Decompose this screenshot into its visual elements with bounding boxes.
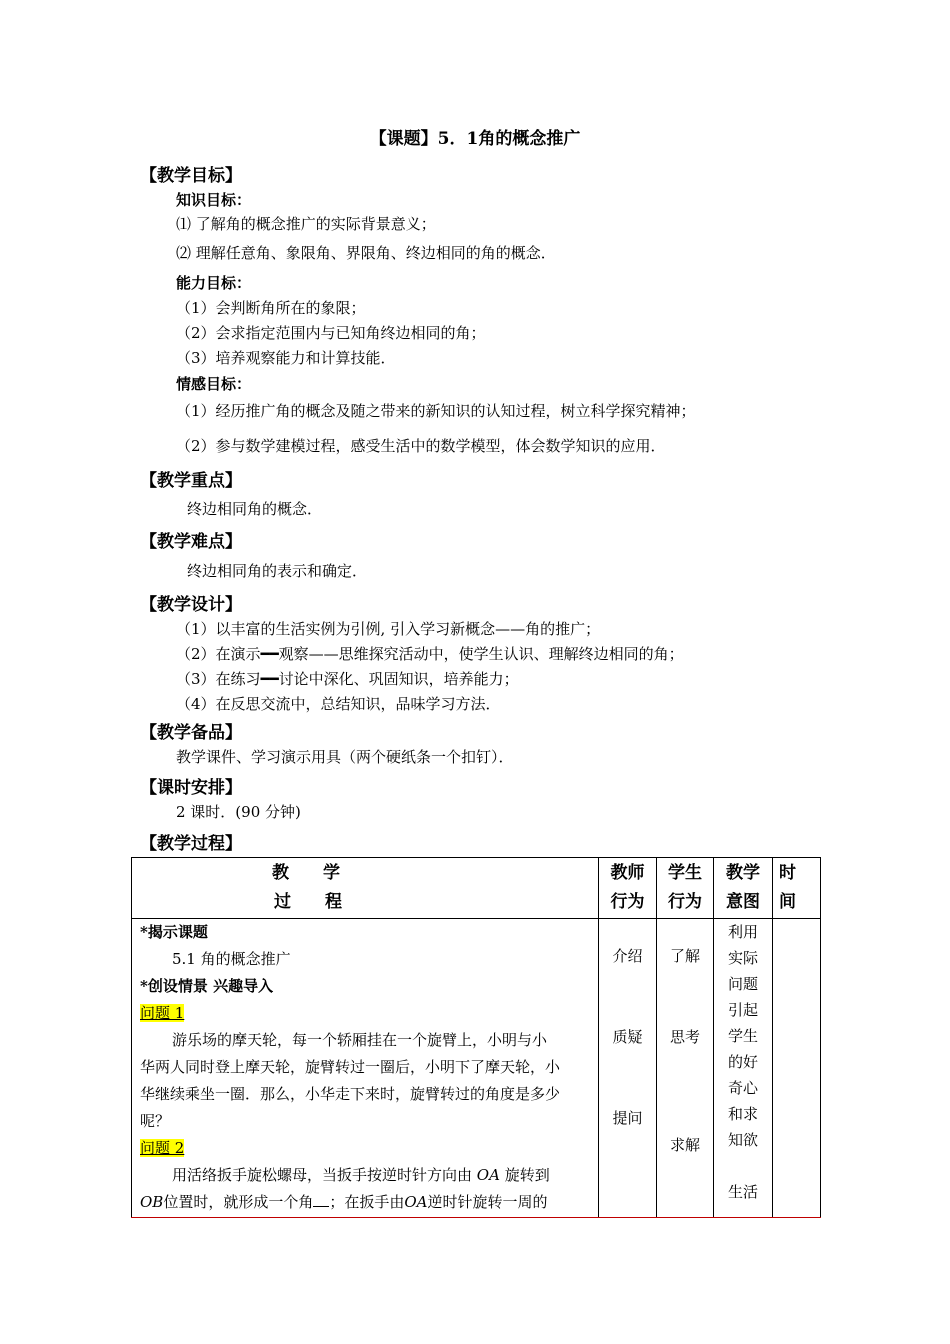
header-teacher-line2: 行为 (610, 892, 645, 912)
q2-segment: 位置时，就形成一个角 (163, 1193, 314, 1211)
header-teacher-line1: 教师 (610, 863, 645, 883)
student-action: 了解 (669, 947, 700, 965)
difficulty-text: 终边相同角的表示和确定． (187, 562, 368, 580)
schedule-text: 2 课时．(90 分钟) (176, 803, 301, 821)
header-time-line1: 时 (779, 863, 796, 883)
question-1-text: 华继续乘坐一圈．那么，小华走下来时，旋臂转过的角度是多少 (140, 1085, 561, 1103)
page-title: 【课题】5．1角的概念推广 (369, 129, 581, 149)
q2-segment: ；在扳手由 (329, 1193, 405, 1211)
header-process-line1: 教 学 (272, 863, 340, 883)
header-time (773, 858, 821, 919)
q2-segment: 逆时针旋转一周的 (427, 1193, 548, 1211)
teacher-action: 介绍 (612, 947, 643, 965)
time-cell (773, 919, 821, 1218)
emotion-label: 情感目标： (176, 375, 252, 393)
difficulty-heading: 【教学难点】 (140, 532, 242, 552)
question-1-text: 呢？ (140, 1112, 171, 1130)
intent-text: 利用 (727, 923, 758, 941)
reveal-topic-heading: *揭示课题 (140, 923, 208, 941)
q2-segment: 旋转到 (504, 1166, 550, 1184)
question-2-label: 问题 2 (140, 1139, 185, 1157)
scenario-heading: *创设情景 兴趣导入 (140, 977, 274, 995)
intent-text: 生活 (727, 1183, 758, 1201)
teacher-action-cell (599, 919, 657, 1218)
header-process (132, 858, 599, 919)
header-time-line2: 间 (779, 892, 796, 912)
q2-var-oa: OA (476, 1166, 500, 1184)
teacher-action: 提问 (612, 1109, 643, 1127)
ability-item: （1）会判断角所在的象限； (176, 299, 366, 317)
design-heading: 【教学设计】 (140, 595, 242, 615)
question-2-text (140, 1162, 592, 1189)
knowledge-item: ⑵ 理解任意角、象限角、界限角、终边相同的角的概念． (176, 244, 556, 262)
key-heading: 【教学重点】 (140, 471, 242, 491)
question-1-text: 华两人同时登上摩天轮，旋臂转过一圈后，小明下了摩天轮，小 (140, 1058, 561, 1076)
student-action: 思考 (669, 1028, 700, 1046)
header-process-line2: 过 程 (274, 892, 342, 912)
question-2-text (140, 1189, 592, 1216)
question-1-label: 问题 1 (140, 1004, 185, 1022)
schedule-heading: 【课时安排】 (140, 778, 242, 798)
intent-text: 学生 (727, 1027, 758, 1045)
intent-text: 问题 (727, 975, 758, 993)
design-item: （1）以丰富的生活实例为引例, 引入学习新概念——角的推广； (176, 620, 601, 638)
header-student-line2: 行为 (668, 892, 702, 912)
intent-text: 引起 (727, 1001, 758, 1019)
intent-text: 和求 (727, 1105, 758, 1123)
answer-blank (313, 1192, 329, 1207)
intent-text: 实际 (727, 949, 758, 967)
question-1-text: 游乐场的摩天轮，每一个轿厢挂在一个旋臂上，小明与小 (172, 1031, 548, 1049)
design-item: （4）在反思交流中，总结知识，品味学习方法． (176, 695, 501, 713)
q2-var-oa: OA (404, 1193, 428, 1211)
topic-text: 5.1 角的概念推广 (172, 950, 291, 968)
ability-label: 能力目标： (176, 274, 252, 292)
design-item: （3）在练习━━讨论中深化、巩固知识，培养能力； (176, 670, 519, 688)
knowledge-item: ⑴ 了解角的概念推广的实际背景意义； (176, 215, 436, 233)
intent-cell (714, 919, 773, 1218)
student-action-cell (657, 919, 714, 1218)
process-content-cell (132, 919, 599, 1218)
ability-item: （2）会求指定范围内与已知角终边相同的角； (176, 324, 486, 342)
student-action: 求解 (669, 1136, 700, 1154)
teacher-action: 质疑 (612, 1028, 643, 1046)
process-table (131, 857, 821, 1218)
intent-text: 的好 (727, 1053, 758, 1071)
header-intent-line2: 意图 (726, 892, 760, 912)
knowledge-label: 知识目标： (176, 191, 252, 209)
header-intent (714, 858, 773, 919)
materials-text: 教学课件、学习演示用具（两个硬纸条一个扣钉）． (176, 748, 514, 766)
key-text: 终边相同角的概念． (187, 500, 323, 518)
intent-text: 奇心 (727, 1079, 758, 1097)
design-item: （2）在演示━━观察——思维探究活动中，使学生认识、理解终边相同的角； (176, 645, 684, 663)
header-student (657, 858, 714, 919)
q2-segment: 用活络扳手旋松螺母，当扳手按逆时针方向由 (172, 1166, 473, 1184)
process-heading: 【教学过程】 (140, 834, 242, 854)
ability-item: （3）培养观察能力和计算技能． (176, 349, 396, 367)
table-row (132, 919, 821, 1218)
q2-var-ob: OB (140, 1193, 164, 1211)
intent-text: 知欲 (727, 1131, 758, 1149)
materials-heading: 【教学备品】 (140, 723, 242, 743)
header-student-line1: 学生 (668, 863, 702, 883)
header-teacher (599, 858, 657, 919)
emotion-item: （1）经历推广角的概念及随之带来的新知识的认知过程，树立科学探究精神； (176, 402, 696, 420)
emotion-item: （2）参与数学建模过程，感受生活中的数学模型，体会数学知识的应用． (176, 437, 666, 455)
header-intent-line1: 教学 (726, 863, 760, 883)
table-header-row (132, 858, 821, 919)
goals-heading: 【教学目标】 (140, 166, 242, 186)
